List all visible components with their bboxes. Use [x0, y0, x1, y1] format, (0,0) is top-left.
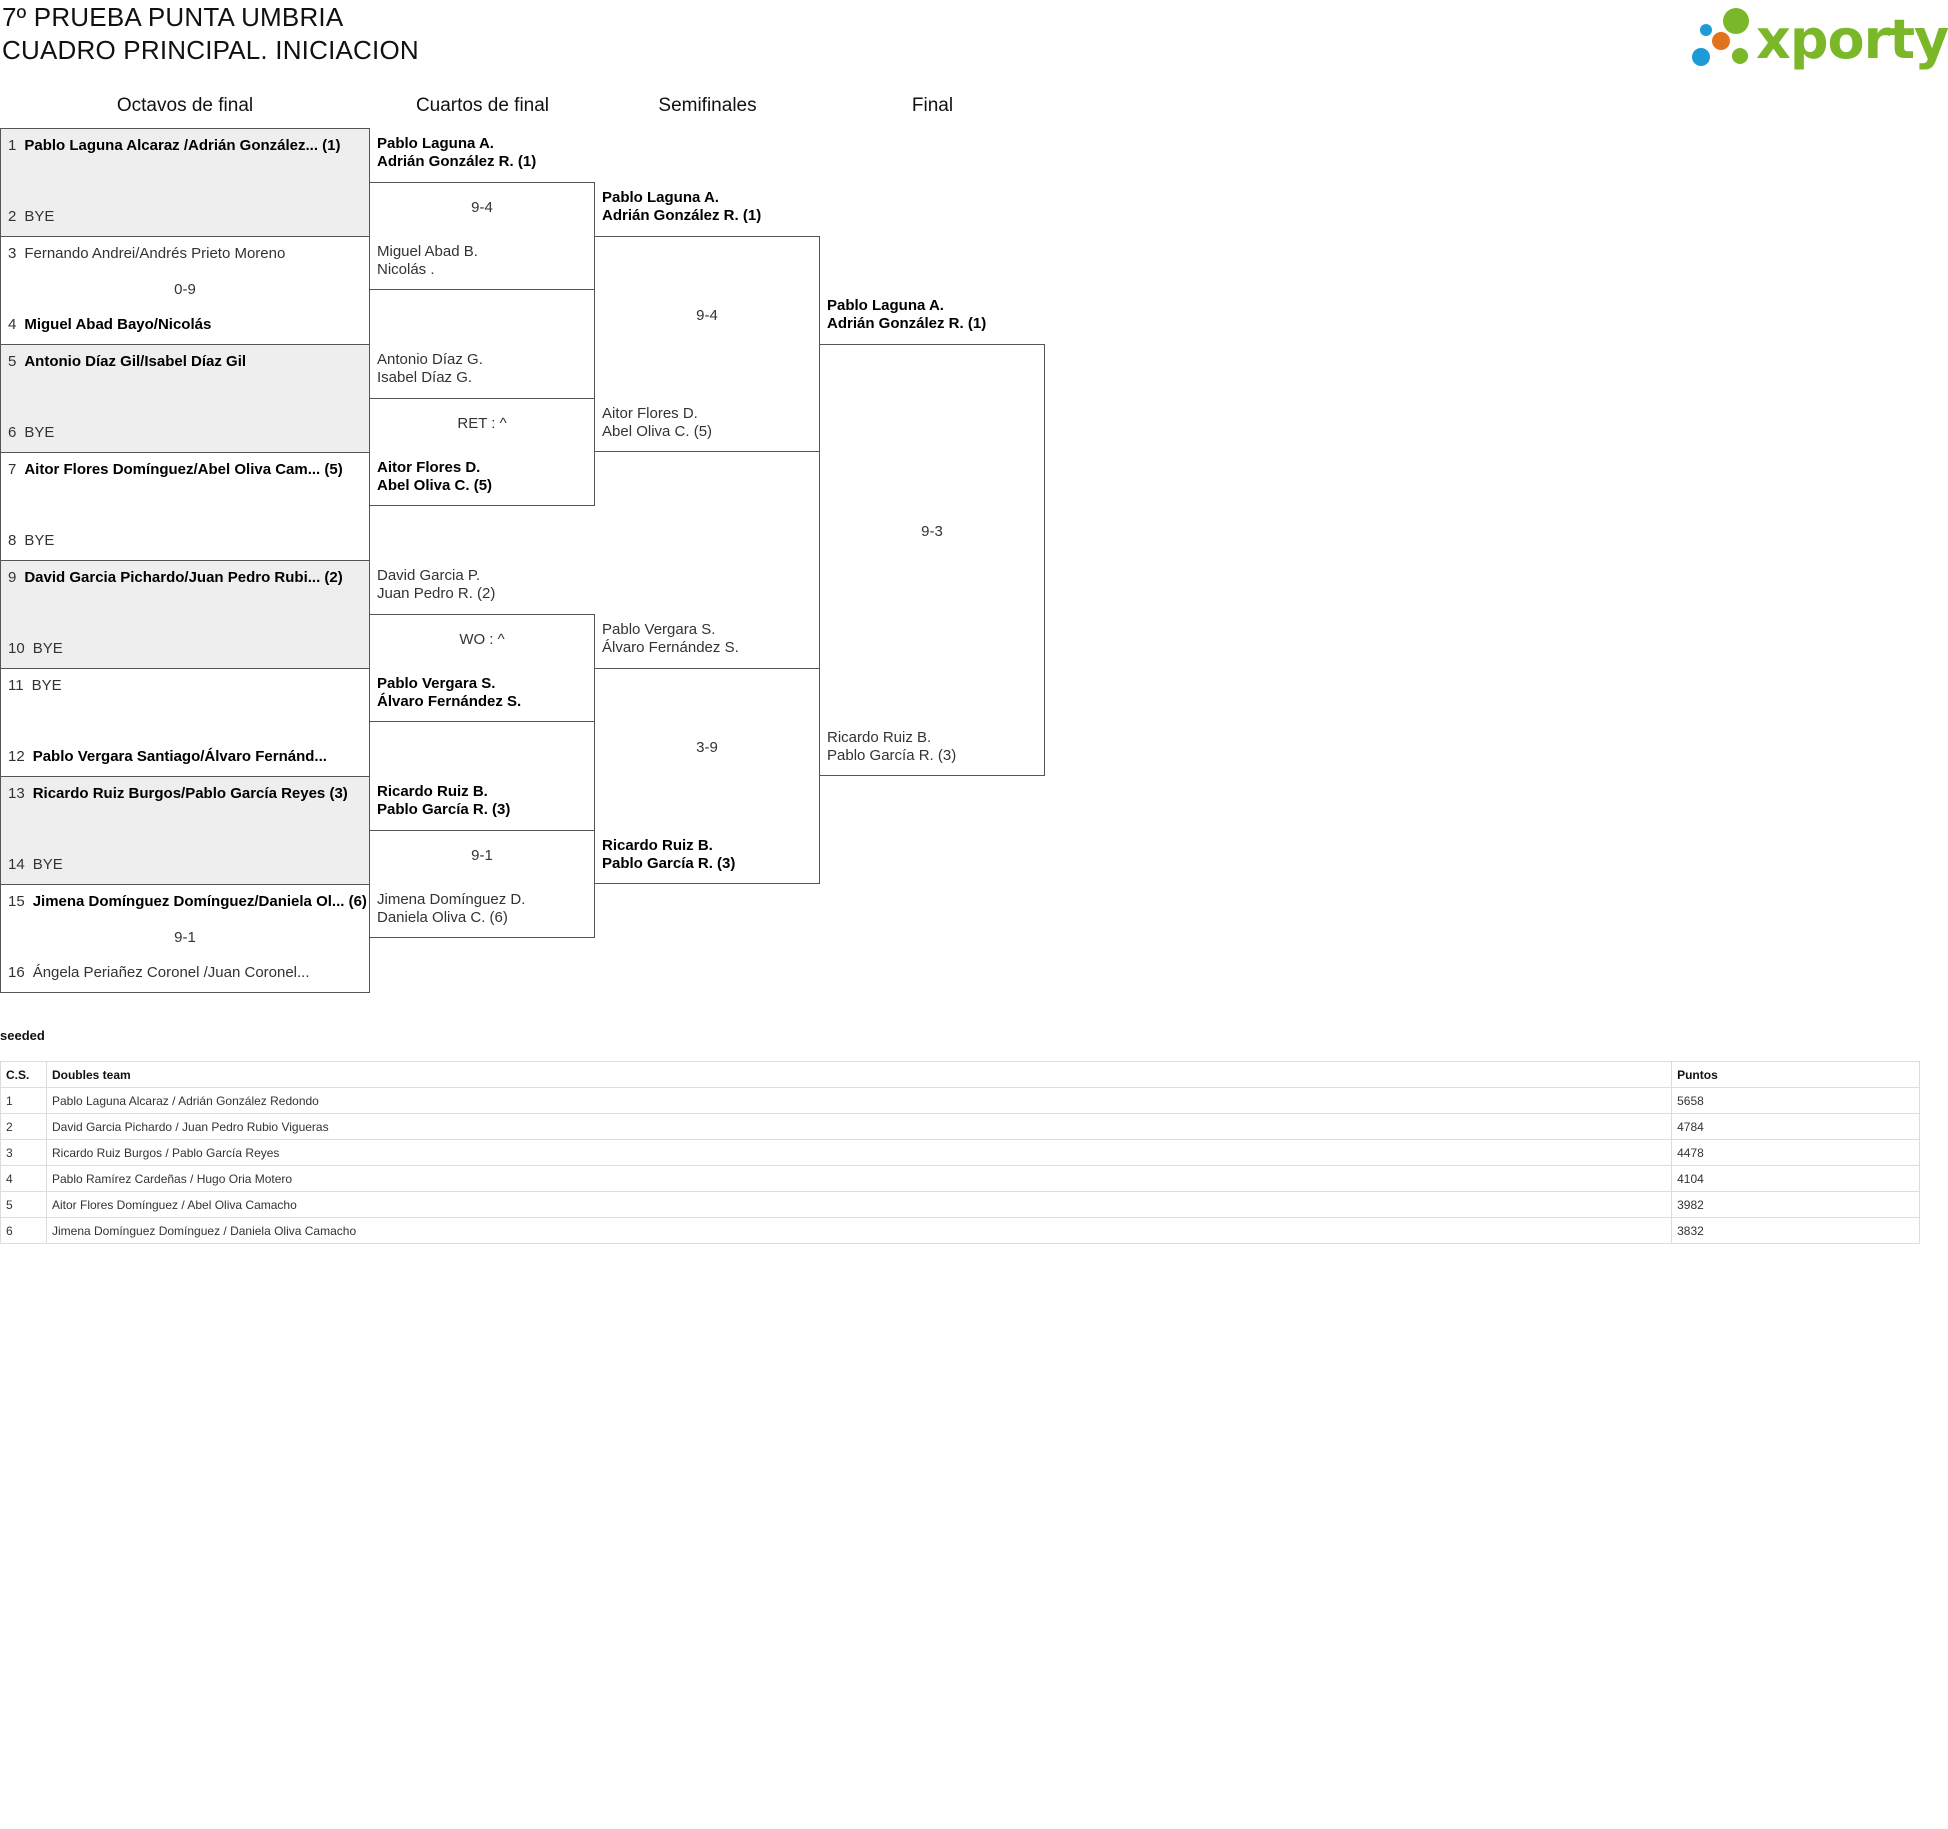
qf-entry[interactable]: David Garcia P. Juan Pedro R. (2) [377, 567, 496, 602]
xporty-logo[interactable] [1688, 4, 1948, 71]
r16-entry[interactable]: 11 BYE [8, 677, 62, 694]
r16-entry[interactable]: 1 Pablo Laguna Alcaraz /Adrián González... (1) [8, 137, 341, 154]
r16-entry[interactable]: 15 Jimena Domínguez Domínguez/Daniela Ol... (6) [8, 893, 367, 910]
team-cell: Pablo Ramírez Cardeñas / Hugo Oria Motero [46, 1166, 1671, 1192]
r16-entry[interactable]: 8 BYE [8, 532, 55, 549]
points-cell: 4784 [1672, 1114, 1920, 1140]
sf-entry[interactable]: Ricardo Ruiz B. Pablo García R. (3) [602, 837, 736, 872]
tournament-title: 7º PRUEBA PUNTA UMBRIA [2, 2, 344, 32]
sf-score: 9-4 [696, 307, 718, 324]
qf-entry[interactable]: Aitor Flores D. Abel Oliva C. (5) [377, 459, 493, 494]
qf-entry[interactable]: Miguel Abad B. Nicolás . [377, 243, 478, 278]
cs-cell: 5 [1, 1192, 47, 1218]
qf-score: 9-4 [471, 199, 493, 216]
r16-entry[interactable]: 14 BYE [8, 856, 63, 873]
team-cell: Ricardo Ruiz Burgos / Pablo García Reyes [46, 1140, 1671, 1166]
header-doubles-team: Doubles team [46, 1062, 1671, 1088]
qf-entry[interactable]: Pablo Vergara S. Álvaro Fernández S. [377, 675, 522, 710]
table-row [1, 1140, 1920, 1166]
logo-dot-green-small-icon [1732, 48, 1748, 64]
final-entry[interactable]: Ricardo Ruiz B. Pablo García R. (3) [827, 729, 957, 764]
sf-entry[interactable]: Pablo Laguna A. Adrián González R. (1) [602, 189, 762, 224]
table-row [1, 1088, 1920, 1114]
points-cell: 4478 [1672, 1140, 1920, 1166]
cs-cell: 4 [1, 1166, 47, 1192]
r16-entry[interactable]: 9 David Garcia Pichardo/Juan Pedro Rubi... (2) [8, 569, 343, 586]
header-puntos: Puntos [1672, 1062, 1920, 1088]
table-row [1, 1166, 1920, 1192]
r16-entry[interactable]: 7 Aitor Flores Domínguez/Abel Oliva Cam... (5) [8, 461, 343, 478]
r16-entry[interactable]: 10 BYE [8, 640, 63, 657]
r16-entry[interactable]: 16 Ángela Periañez Coronel /Juan Coronel... [8, 964, 310, 981]
round-header-cuartos: Cuartos de final [415, 95, 550, 116]
r16-entry[interactable]: 2 BYE [8, 208, 55, 225]
points-cell: 5658 [1672, 1088, 1920, 1114]
r16-score: 0-9 [174, 281, 196, 298]
round-header-semifinales: Semifinales [658, 95, 757, 116]
final-entry[interactable]: Pablo Laguna A. Adrián González R. (1) [827, 297, 987, 332]
logo-dot-green-icon [1723, 8, 1749, 34]
draw-title: CUADRO PRINCIPAL. INICIACION [2, 35, 419, 65]
cs-cell: 3 [1, 1140, 47, 1166]
qf-entry[interactable]: Jimena Domínguez D. Daniela Oliva C. (6) [377, 891, 526, 926]
seeded-header-row [1, 1062, 1920, 1088]
final-score: 9-3 [921, 523, 943, 540]
sf-entry[interactable]: Aitor Flores D. Abel Oliva C. (5) [602, 405, 713, 440]
team-cell: Aitor Flores Domínguez / Abel Oliva Camacho [46, 1192, 1671, 1218]
sf-entry[interactable]: Pablo Vergara S. Álvaro Fernández S. [602, 621, 739, 656]
logo-wordmark: xporty [1756, 8, 1948, 71]
r16-score: 9-1 [174, 929, 196, 946]
table-row [1, 1114, 1920, 1140]
cs-cell: 1 [1, 1088, 47, 1114]
table-row [1, 1218, 1920, 1244]
r16-entry[interactable]: 12 Pablo Vergara Santiago/Álvaro Fernánd... [8, 748, 327, 765]
points-cell: 4104 [1672, 1166, 1920, 1192]
r16-entry[interactable]: 3 Fernando Andrei/Andrés Prieto Moreno [8, 245, 286, 262]
qf-score: 9-1 [471, 847, 493, 864]
cs-cell: 6 [1, 1218, 47, 1244]
r16-entry[interactable]: 6 BYE [8, 424, 55, 441]
header-cs: C.S. [1, 1062, 47, 1088]
r16-entry[interactable]: 4 Miguel Abad Bayo/Nicolás [8, 316, 212, 333]
points-cell: 3982 [1672, 1192, 1920, 1218]
r16-entry[interactable]: 13 Ricardo Ruiz Burgos/Pablo García Reyes (3) [8, 785, 348, 802]
logo-dot-blue-small-icon [1700, 24, 1712, 36]
match-box-final [819, 344, 1045, 776]
round-header-final: Final [911, 95, 954, 116]
cs-cell: 2 [1, 1114, 47, 1140]
seeded-table [0, 1061, 1920, 1244]
r16-entry[interactable]: 5 Antonio Díaz Gil/Isabel Díaz Gil [8, 353, 247, 370]
seeded-label: seeded [0, 1028, 45, 1043]
sf-score: 3-9 [696, 739, 718, 756]
qf-score: RET : ^ [457, 415, 507, 432]
round-header-octavos: Octavos de final [116, 95, 254, 116]
team-cell: Jimena Domínguez Domínguez / Daniela Oliva Camacho [46, 1218, 1671, 1244]
qf-entry[interactable]: Antonio Díaz G. Isabel Díaz G. [377, 351, 483, 386]
team-cell: Pablo Laguna Alcaraz / Adrián González Redondo [46, 1088, 1671, 1114]
qf-entry[interactable]: Ricardo Ruiz B. Pablo García R. (3) [377, 783, 511, 818]
table-row [1, 1192, 1920, 1218]
team-cell: David Garcia Pichardo / Juan Pedro Rubio Vigueras [46, 1114, 1671, 1140]
qf-entry[interactable]: Pablo Laguna A. Adrián González R. (1) [377, 135, 537, 170]
logo-dot-blue-icon [1692, 48, 1710, 66]
logo-dot-orange-icon [1712, 32, 1730, 50]
qf-score: WO : ^ [459, 631, 505, 648]
points-cell: 3832 [1672, 1218, 1920, 1244]
